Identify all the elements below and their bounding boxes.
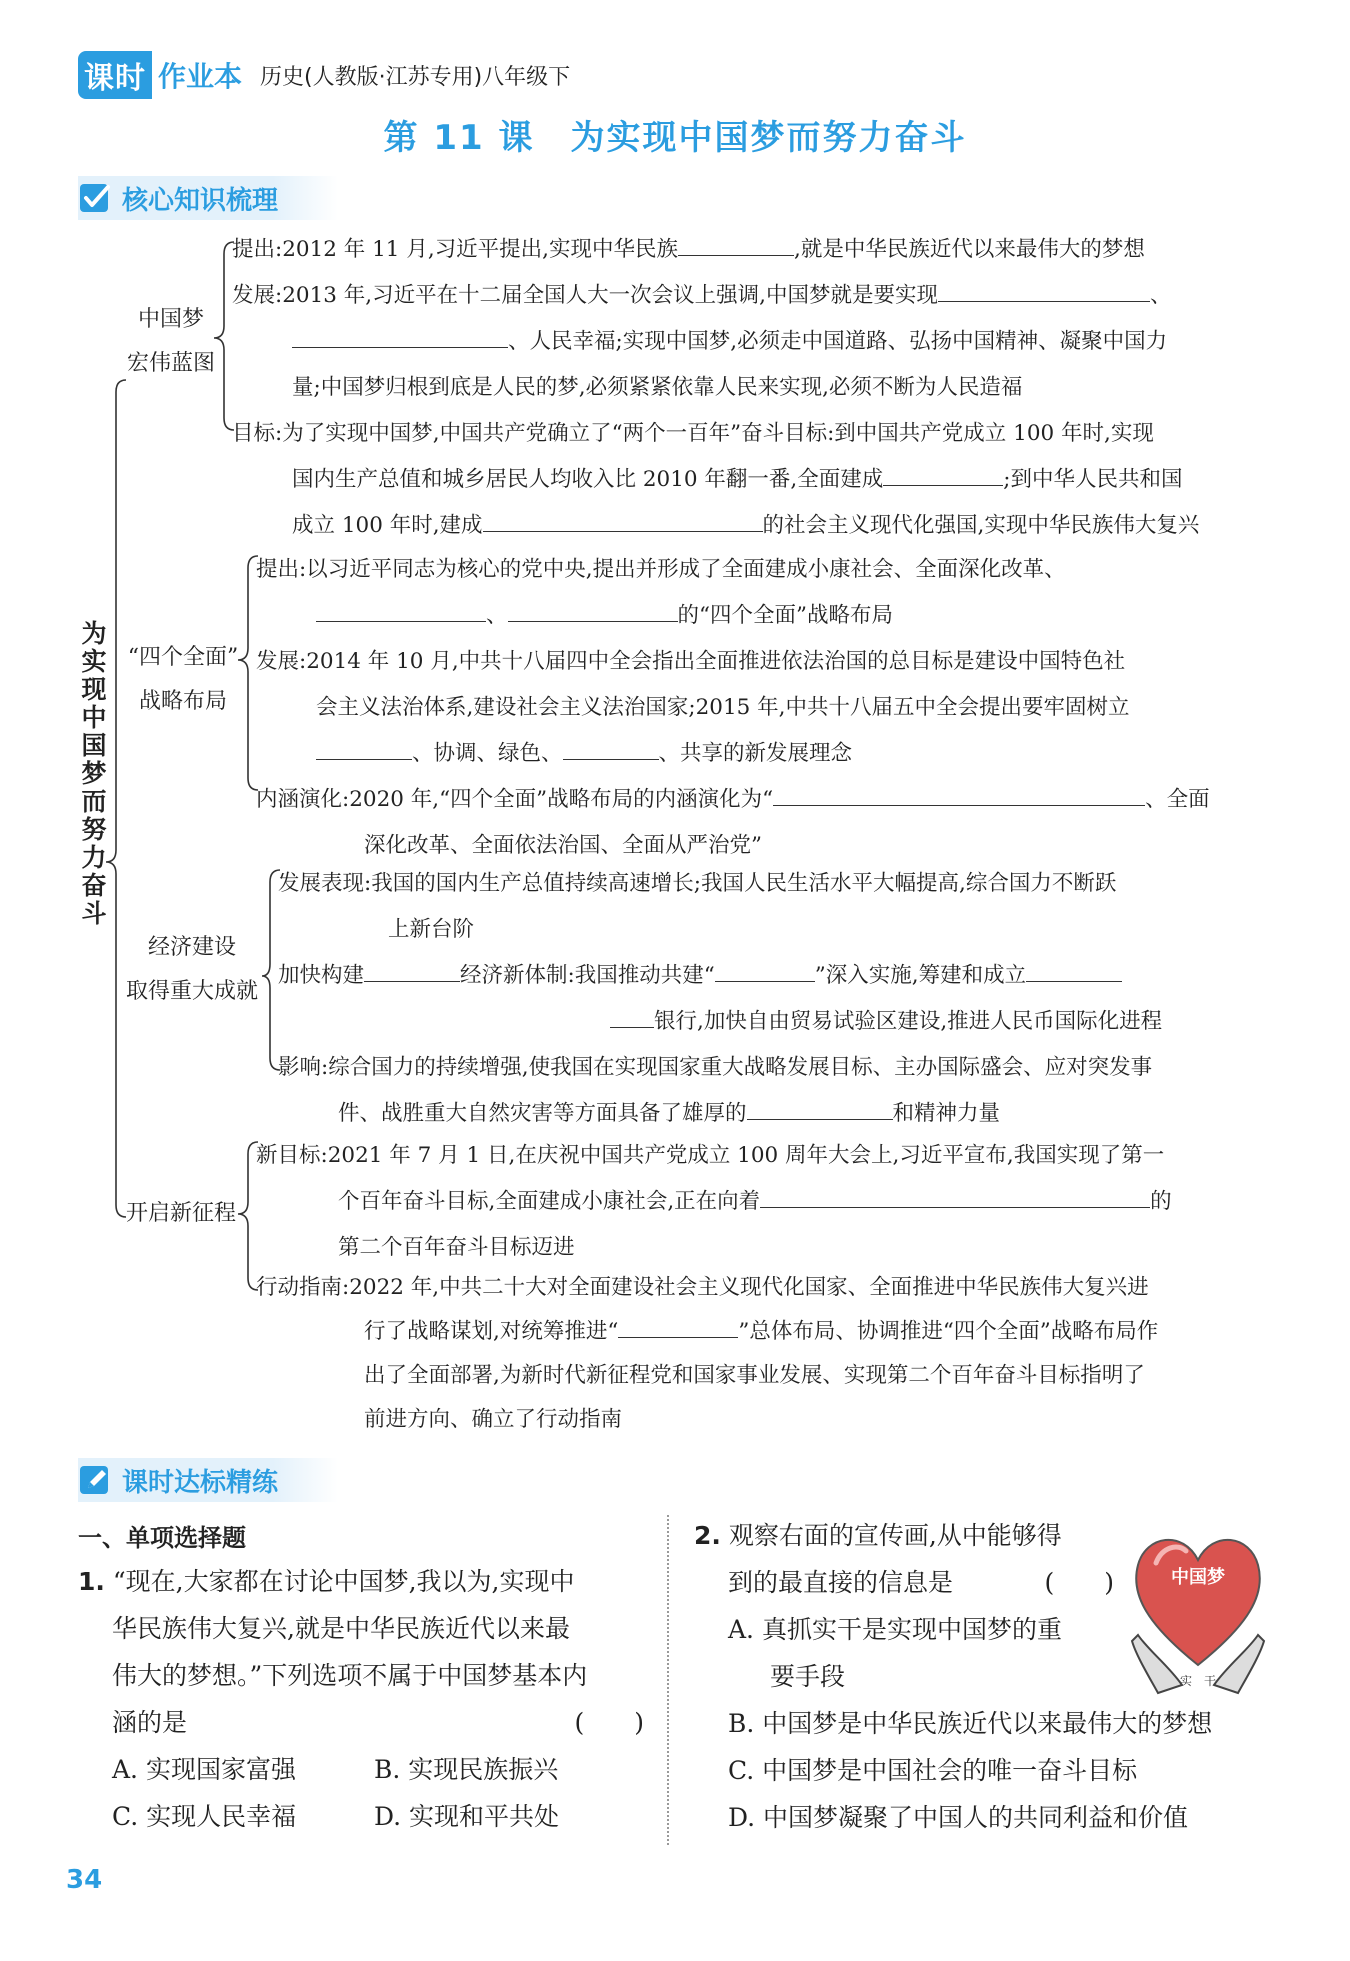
tree-line: 第二个百年奋斗目标迈进 [338,1235,575,1260]
question-1: 1. “现在,大家都在讨论中国梦,我以为,实现中 华民族伟大复兴,就是中华民族近代以来最 伟大的梦想。”下列选项不属于中国梦基本内 涵的是 ( ) A. 实现国家富强 B. 实现民族振兴 C. 实现人民幸福 D. 实现和平共处 [78,1558,644,1840]
option-b[interactable]: B. 中国梦是中华民族近代以来最伟大的梦想 [728,1709,1213,1738]
tree-line: 提出:以习近平同志为核心的党中央,提出并形成了全面建成小康社会、全面深化改革、 [256,557,1066,582]
fill-blank[interactable] [483,509,763,532]
tree-line: 发展:2014 年 10 月,中共十八届四中全会指出全面推进依法治国的总目标是建设中国特色社 [256,649,1126,674]
question-2: 2. 观察右面的宣传画,从中能够得 到的最直接的信息是 ( ) A. 真抓实干是实现中国梦的重 要手段 B. 中国梦是中华民族近代以来最伟大的梦想 C. 中国梦是中国社会的唯一奋斗目标 D. 中国梦凝聚了中国人的共同利益和价值 [694,1512,1212,1841]
tree-line: 发展表现:我国的国内生产总值持续高速增长;我国人民生活水平大幅提高,综合国力不断跃 [278,871,1117,896]
tree-line: 加快构建 经济新体制:我国推动共建“ ”深入实施,筹建和成立 [278,954,1122,998]
tree-line: 新目标:2021 年 7 月 1 日,在庆祝中国共产党成立 100 周年大会上,习近平宣布,我国实现了第一 [256,1143,1165,1168]
pencil-icon [78,1462,114,1498]
tree-line: 、 的“四个全面”战略布局 [316,594,893,638]
logo-sub: 作业本 [158,60,243,93]
book-title: 历史(人教版·江苏专用)八年级下 [260,64,571,90]
answer-paren[interactable]: ( ) [574,1708,644,1737]
fill-blank[interactable] [773,783,1145,806]
logo-main: 课时 [78,51,152,99]
category-chinese-dream [116,298,226,386]
fill-blank[interactable] [316,737,412,760]
tree-line: 量;中国梦归根到底是人民的梦,必须紧紧依靠人民来实现,必须不断为人民造福 [292,375,1023,400]
fill-blank[interactable] [1026,959,1122,982]
tree-line: 行动指南:2022 年,中共二十大对全面建设社会主义现代化国家、全面推进中华民族伟大复兴进 [256,1275,1149,1300]
category-economic-achievements [116,926,268,1014]
section-knowledge-label: 核心知识梳理 [122,185,279,216]
fill-blank[interactable] [316,599,486,622]
option-a[interactable]: A. 实现国家富强 [112,1755,296,1784]
fill-blank[interactable] [364,959,460,982]
tree-line: 出了全面部署,为新时代新征程党和国家事业发展、实现第二个百年奋斗目标指明了 [364,1363,1145,1388]
option-d[interactable]: D. 中国梦凝聚了中国人的共同利益和价值 [728,1803,1189,1832]
tree-root-title: 为实现中国梦而努力奋斗 [81,619,107,928]
tree-line: 上新台阶 [388,917,475,942]
section-practice-label: 课时达标精练 [122,1467,279,1498]
poster-sleeve-label: 实 干 [1179,1674,1217,1688]
option-b[interactable]: B. 实现民族振兴 [374,1755,559,1784]
exercise-heading: 一、单项选择题 [78,1524,246,1552]
fill-blank[interactable] [292,325,508,348]
page-number: 34 [66,1865,103,1895]
column-divider [667,1515,669,1845]
option-a[interactable]: A. 真抓实干是实现中国梦的重 [728,1615,1062,1644]
category-new-journey: 开启新征程 [125,1201,236,1226]
tree-line: 国内生产总值和城乡居民人均收入比 2010 年翻一番,全面建成 ;到中华人民共和国 [292,458,1182,502]
tree-line: 、人民幸福;实现中国梦,必须走中国道路、弘扬中国精神、凝聚中国力 [292,320,1167,364]
tree-line: 银行,加快自由贸易试验区建设,推进人民币国际化进程 [610,1000,1162,1044]
option-d[interactable]: D. 实现和平共处 [374,1802,560,1831]
fill-blank[interactable] [747,1097,893,1120]
fill-blank[interactable] [508,599,678,622]
tree-line: 个百年奋斗目标,全面建成小康社会,正在向着 的 [338,1180,1172,1224]
tree-line: 前进方向、确立了行动指南 [364,1407,623,1432]
fill-blank[interactable] [618,1315,738,1338]
category-label: 宏伟蓝图 [126,351,215,376]
category-label: 经济建设 [147,935,236,960]
tree-line: 提出:2012 年 11 月,习近平提出,实现中华民族 ,就是中华民族近代以来最伟大的梦想 [232,228,1145,272]
tree-line: 、协调、绿色、 、共享的新发展理念 [316,732,852,776]
fill-blank[interactable] [938,279,1150,302]
poster-heart-label: 中国梦 [1171,1567,1225,1588]
fill-blank[interactable] [678,233,794,256]
category-label: 战略布局 [138,689,227,714]
question-number: 1. [78,1567,105,1596]
option-c[interactable]: C. 中国梦是中国社会的唯一奋斗目标 [728,1756,1138,1785]
propaganda-poster-image [1128,1515,1268,1695]
category-label: “四个全面” [127,645,239,670]
option-c[interactable]: C. 实现人民幸福 [112,1802,297,1831]
question-number: 2. [694,1521,721,1550]
tree-line: 内涵演化:2020 年,“四个全面”战略布局的内涵演化为“ 、全面 [256,778,1210,822]
lesson-title: 第 11 课 为实现中国梦而努力奋斗 [383,118,967,158]
tree-line: 成立 100 年时,建成 的社会主义现代化强国,实现中华民族伟大复兴 [292,504,1199,548]
fill-blank[interactable] [715,959,815,982]
tree-line: 会主义法治体系,建设社会主义法治国家;2015 年,中共十八届五中全会提出要牢固树立 [316,695,1130,720]
fill-blank[interactable] [610,1005,654,1028]
fill-blank[interactable] [760,1185,1150,1208]
tree-line: 件、战胜重大自然灾害等方面具备了雄厚的 和精神力量 [338,1092,1000,1136]
fill-blank[interactable] [563,737,659,760]
category-label: 中国梦 [137,307,204,332]
tree-line: 行了战略谋划,对统筹推进“ ”总体布局、协调推进“四个全面”战略布局作 [364,1310,1158,1354]
category-four-comprehensives [116,636,250,724]
tree-line: 深化改革、全面依法治国、全面从严治党” [364,833,762,858]
answer-paren[interactable]: ( ) [1044,1568,1114,1597]
category-label: 取得重大成就 [125,979,258,1004]
section-practice-header [78,1458,338,1502]
tree-line: 发展:2013 年,习近平在十二届全国人大一次会议上强调,中国梦就是要实现 、 [232,274,1171,318]
tree-line: 目标:为了实现中国梦,中国共产党确立了“两个一百年”奋斗目标:到中国共产党成立 100 年时,实现 [232,421,1154,446]
fill-blank[interactable] [883,463,1003,486]
tree-line: 影响:综合国力的持续增强,使我国在实现国家重大战略发展目标、主办国际盛会、应对突发事 [278,1055,1153,1080]
